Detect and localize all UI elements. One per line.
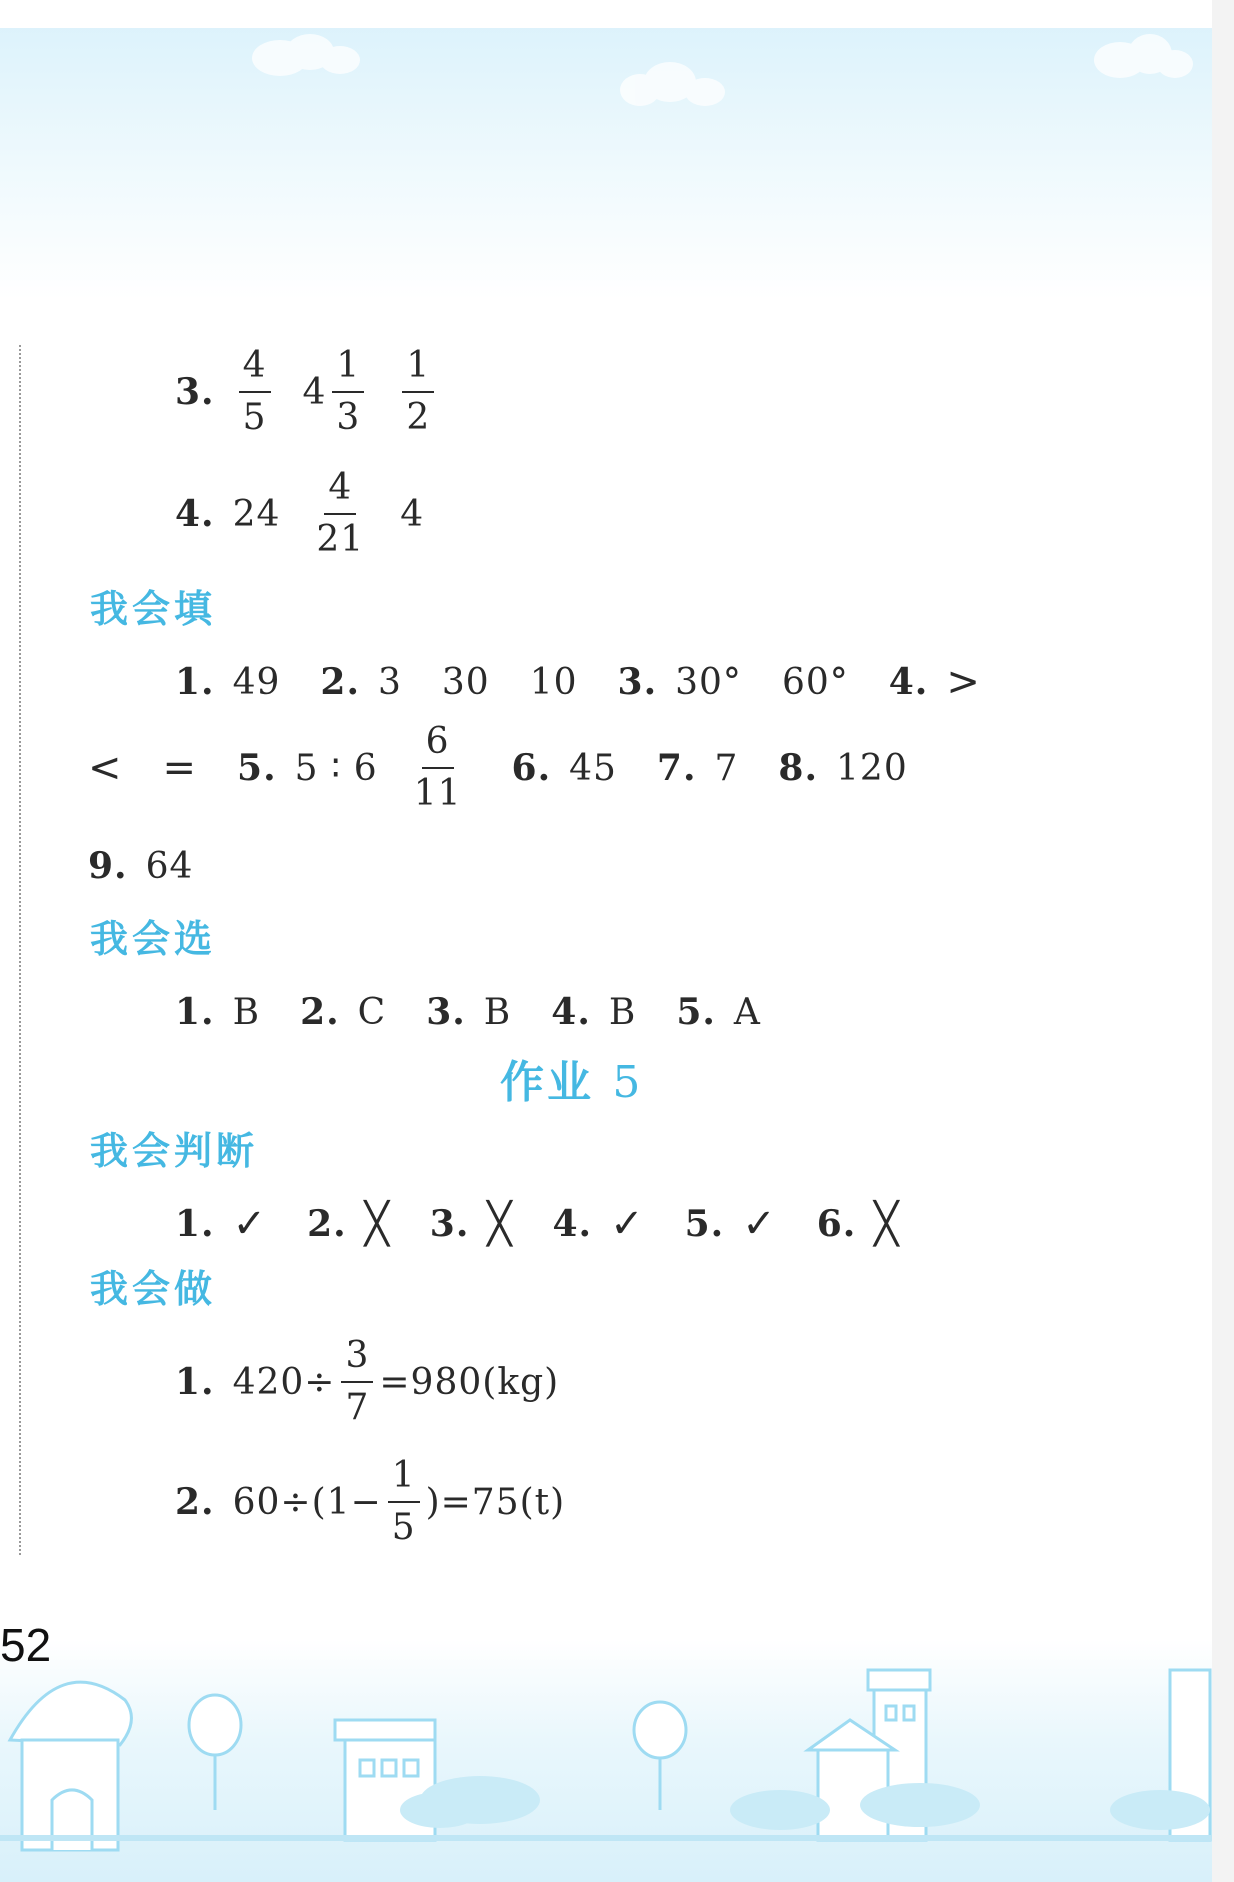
fill-line-2 <box>88 721 908 814</box>
bottom-town-illustration <box>0 1630 1234 1882</box>
answer-number: 3. <box>175 371 215 413</box>
answer-value: 10 <box>529 661 578 703</box>
do-answer-2 <box>175 1455 566 1548</box>
check-mark: ✓ <box>232 1201 268 1247</box>
answer-number: 3. <box>426 991 466 1033</box>
answer-4-line <box>175 467 425 560</box>
answer-number: 1. <box>175 661 215 703</box>
answer-value: B <box>608 991 637 1033</box>
answer-number: 3. <box>617 661 658 703</box>
answer-value: > <box>946 659 981 705</box>
heading-do: 我会做 <box>90 1267 217 1311</box>
check-mark: ✓ <box>742 1201 777 1247</box>
answer-value: 30 <box>441 661 490 703</box>
answer-number: 2. <box>307 1203 347 1245</box>
fraction: $\frac{1}{3}$ <box>332 348 364 436</box>
answer-number: 4. <box>888 661 929 703</box>
homework-number: 5 <box>612 1057 644 1108</box>
answer-value: 7 <box>714 747 739 789</box>
cross-mark: ╳ <box>874 1201 900 1247</box>
cross-mark: ╳ <box>364 1201 390 1247</box>
answer-number: 2. <box>320 661 360 703</box>
fraction: $\frac{1}{2}$ <box>402 348 434 436</box>
expression-part: 420÷ <box>232 1361 336 1403</box>
answer-number: 3. <box>429 1203 470 1245</box>
answer-value: 3 <box>378 661 402 703</box>
top-clouds-decoration <box>0 20 1234 160</box>
fraction: $\frac{3}{7}$ <box>341 1338 373 1426</box>
answer-number: 7. <box>656 747 697 789</box>
answer-number: 1. <box>175 1203 215 1245</box>
fill-line-3 <box>88 836 193 896</box>
answer-number: 4. <box>551 991 591 1033</box>
fraction: $\frac{6}{11}$ <box>413 721 462 814</box>
answer-value: 45 <box>569 747 617 789</box>
answer-value: 64 <box>145 845 194 887</box>
answer-number: 9. <box>88 845 128 887</box>
cross-mark: ╳ <box>487 1201 513 1247</box>
answer-number: 1. <box>175 1361 215 1403</box>
fraction: $\frac{4}{5}$ <box>239 348 271 436</box>
binding-dotted-line <box>19 345 21 1555</box>
heading-judge: 我会判断 <box>90 1129 259 1173</box>
expression-part: =980(kg) <box>379 1361 560 1403</box>
answer-value: C <box>357 991 387 1033</box>
answer-3-line <box>175 345 440 438</box>
expression-part: 60÷(1− <box>232 1481 382 1523</box>
answer-value: A <box>733 991 761 1033</box>
homework-title <box>500 1046 643 1110</box>
heading-fill: 我会填 <box>90 587 217 631</box>
answer-value: 60° <box>781 661 849 703</box>
check-mark: ✓ <box>610 1201 645 1247</box>
answer-number: 2. <box>175 1481 215 1523</box>
answer-number: 5. <box>237 747 277 789</box>
choose-answers-line <box>175 982 761 1042</box>
answer-number: 6. <box>816 1203 857 1245</box>
answer-number: 1. <box>175 991 215 1033</box>
answer-value: 49 <box>232 661 281 703</box>
fill-line-1 <box>175 652 981 712</box>
answer-number: 8. <box>778 747 819 789</box>
answer-number: 6. <box>511 747 552 789</box>
answer-value: 120 <box>836 747 908 789</box>
answer-value: 24 <box>232 493 281 535</box>
answer-value: 4 <box>400 493 425 535</box>
fraction: $\frac{4}{21}$ <box>316 467 365 560</box>
answer-value: B <box>232 991 261 1033</box>
homework-title-text: 作业 <box>500 1057 594 1108</box>
answer-value: 5 ∶ 6 <box>294 747 378 789</box>
comparison-symbol: = <box>162 745 198 791</box>
heading-choose: 我会选 <box>90 917 217 961</box>
answer-number: 5. <box>676 991 716 1033</box>
comparison-symbol: < <box>88 745 123 791</box>
answer-value: B <box>483 991 512 1033</box>
answer-value: 30° <box>675 661 742 703</box>
do-answer-1 <box>175 1335 560 1428</box>
page-number: 52 <box>0 1619 52 1671</box>
judge-answers-line <box>175 1194 899 1254</box>
answer-number: 5. <box>684 1203 725 1245</box>
answer-number: 4. <box>175 493 215 535</box>
mixed-whole: 4 <box>302 371 327 413</box>
fraction: $\frac{1}{5}$ <box>388 1458 420 1546</box>
answer-number: 2. <box>300 991 340 1033</box>
expression-part: )=75(t) <box>425 1481 566 1523</box>
page-edge <box>1212 0 1234 1882</box>
answer-number: 4. <box>552 1203 593 1245</box>
